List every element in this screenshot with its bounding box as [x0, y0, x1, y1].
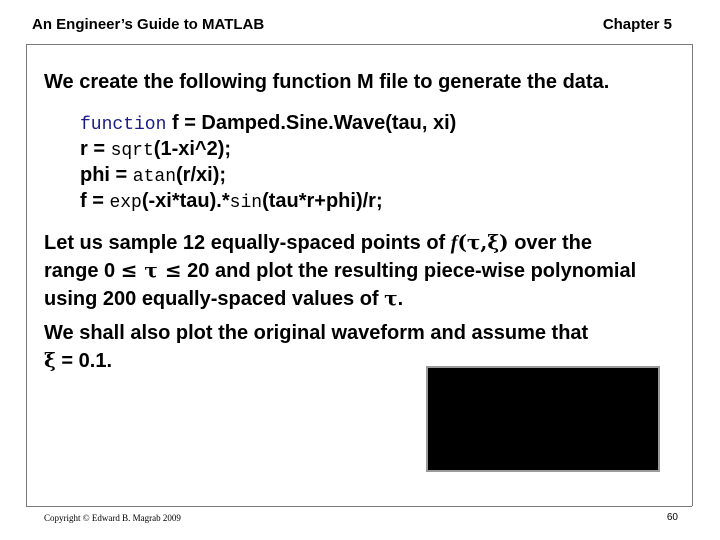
function-args: (τ,ξ): [457, 230, 509, 254]
tau-symbol: τ: [384, 286, 398, 310]
bottom-rule: [26, 506, 692, 507]
code-fn-atan: atan: [132, 167, 177, 187]
text: = 0.1.: [55, 350, 113, 372]
code-text: (-xi*tau).*: [141, 190, 230, 212]
sampling-line-1: [44, 229, 684, 257]
footer-copyright: Copyright © Edward B. Magrab 2009: [44, 513, 181, 523]
text: using 200 equally-spaced values of: [44, 288, 385, 310]
text: 20 and plot the resulting piece-wise polynomial: [181, 260, 637, 282]
tau-symbol: τ: [137, 258, 165, 282]
code-block: [80, 110, 456, 214]
code-fn-exp: exp: [109, 193, 142, 213]
code-line-3: [80, 162, 456, 188]
text: Let us sample 12 equally-spaced points of: [44, 232, 451, 254]
le-symbol: ≤: [164, 258, 182, 282]
intro-paragraph: We create the following function M file to generate the data.: [44, 71, 610, 93]
sampling-paragraph: [44, 229, 684, 313]
code-line-4: [80, 188, 456, 214]
text: .: [397, 288, 404, 310]
code-text: (r/xi);: [176, 164, 227, 186]
code-line-2: [80, 136, 456, 162]
embedded-figure-placeholder: [426, 366, 660, 472]
code-fn-sin: sin: [229, 193, 263, 213]
header-chapter: Chapter 5: [602, 16, 672, 33]
code-text: f =: [80, 190, 110, 212]
sampling-line-3: [44, 285, 684, 313]
xi-symbol: ξ: [44, 348, 56, 372]
function-symbol: f: [450, 232, 458, 254]
code-keyword-function: function: [80, 115, 167, 135]
top-rule: [26, 44, 692, 45]
text: range 0: [44, 260, 121, 282]
text: over the: [508, 232, 593, 254]
code-fn-sqrt: sqrt: [110, 141, 154, 161]
code-text: phi =: [80, 164, 133, 186]
code-text: (tau*r+phi)/r;: [262, 190, 383, 212]
left-border: [26, 44, 27, 506]
code-line-1: [80, 110, 456, 136]
page-number: 60: [666, 512, 678, 523]
header-title: An Engineer’s Guide to MATLAB: [32, 16, 265, 33]
code-text: (1-xi^2);: [153, 138, 232, 160]
waveform-line-1: We shall also plot the original waveform and assume that: [44, 322, 589, 344]
le-symbol: ≤: [120, 258, 138, 282]
right-border: [692, 44, 693, 506]
code-text: f = Damped.Sine.Wave(tau, xi): [166, 112, 457, 134]
sampling-line-2: [44, 257, 684, 285]
code-text: r =: [80, 138, 111, 160]
